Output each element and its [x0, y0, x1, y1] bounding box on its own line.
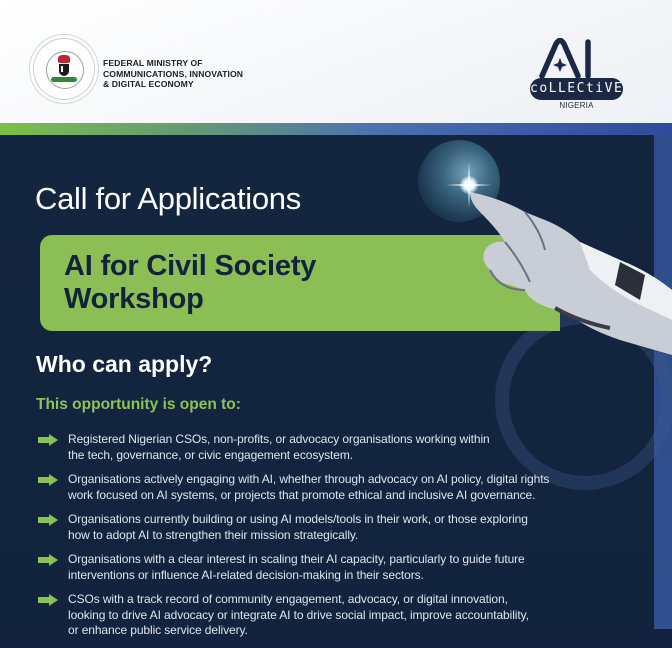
eagle-icon: [58, 55, 70, 63]
arrow-right-icon: [38, 514, 58, 526]
header-banner: [0, 0, 672, 123]
list-item-text: [68, 432, 596, 463]
light-flare: [460, 176, 478, 194]
list-item-text: [68, 512, 596, 543]
item-line: or enhance public service delivery.: [68, 623, 248, 637]
ministry-line-1: FEDERAL MINISTRY OF: [103, 58, 203, 68]
list-item: [36, 512, 596, 543]
arrow-right-icon: [38, 474, 58, 486]
title-line-2: Workshop: [64, 283, 204, 315]
robot-hand-image: [470, 190, 672, 355]
item-line: Registered Nigerian CSOs, non-profits, or advocacy organisations working within: [68, 432, 490, 446]
collective-wordmark: coLLECtiVE: [530, 78, 623, 100]
item-line: the tech, governance, or civic engagement ecosystem.: [68, 447, 353, 462]
list-item: [36, 552, 596, 583]
ministry-seal-logo: [33, 38, 95, 100]
nigeria-label: NIGERIA: [559, 101, 594, 110]
arrow-right-icon: [38, 554, 58, 566]
title-line-1: AI for Civil Society: [64, 250, 317, 282]
gradient-divider: [0, 123, 672, 135]
list-item: [36, 592, 596, 639]
ministry-line-3: & DIGITAL ECONOMY: [103, 79, 194, 89]
ai-collective-logo: [500, 38, 630, 118]
workshop-title: [64, 250, 444, 316]
item-line: Organisations actively engaging with AI, whether through advocacy on AI policy, digital rights: [68, 472, 550, 486]
list-item-text: [68, 472, 596, 503]
ministry-line-2: COMMUNICATIONS, INNOVATION: [103, 68, 244, 79]
seal-base: [51, 77, 77, 82]
ai-mark-icon: [538, 38, 594, 78]
item-line: CSOs with a track record of community engagement, advocacy, or digital innovation,: [68, 592, 508, 606]
list-item: [36, 472, 596, 503]
eligibility-list: [36, 432, 596, 648]
arrow-right-icon: [38, 594, 58, 606]
item-line: work focused on AI systems, or projects that promote ethical and inclusive AI governance.: [68, 487, 536, 502]
list-item-text: [68, 592, 596, 639]
item-line: interventions or influence AI-related decision-making in their sectors.: [68, 567, 424, 582]
shield-icon: [59, 64, 69, 76]
open-to-subheading: This opportunity is open to:: [36, 396, 241, 413]
ministry-name: [103, 58, 243, 90]
arrow-right-icon: [38, 434, 58, 446]
item-line: how to adopt AI to strengthen their mission strategically.: [68, 527, 359, 542]
call-for-applications: Call for Applications: [35, 181, 301, 216]
item-line: Organisations currently building or using AI models/tools in their work, or those exploring: [68, 512, 528, 526]
item-line: looking to drive AI advocacy or integrate AI to drive social impact, improve accountability,: [68, 607, 529, 622]
who-can-apply-heading: Who can apply?: [36, 351, 213, 377]
item-line: Organisations with a clear interest in scaling their AI capacity, particularly to guide future: [68, 552, 525, 566]
list-item-text: [68, 552, 596, 583]
list-item: [36, 432, 596, 463]
